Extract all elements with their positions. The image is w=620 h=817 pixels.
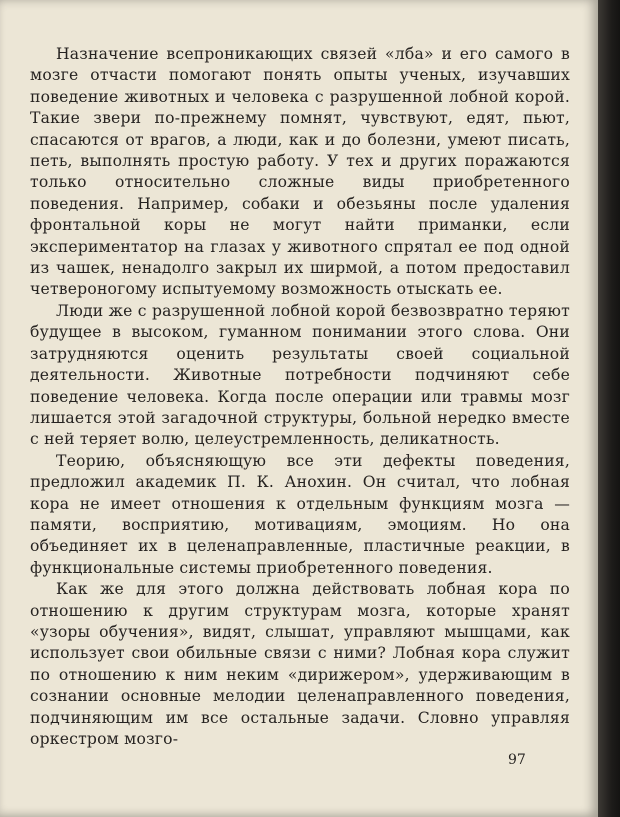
paragraph: Теорию, объясняющую все эти дефекты поведения, предложил академик П. К. Анохин. Он считал, что лобная кора не имеет отношения к отдельным функциям мозга — памяти, восприятию, мотивациям, эмоциям. Но она объединяет их в целенаправленные, пластичные реакции, в функциональные системы приобретенного поведения. [30,451,570,577]
paragraph: Как же для этого должна действовать лобная кора по отношению к другим структурам мозга, которые хранят «узоры обучения», видят, слышат, управляют мышцами, как использует свои обильные связи с ними? Лобная кора служит по отношению к ним неким «дирижером», удерживающим в сознании основные мелодии целенаправленного поведения, подчиняющим им все остальные задачи. Словно управляя оркестром мозго- [30,580,570,748]
paragraph: Люди же с разрушенной лобной корой безвозвратно теряют будущее в высоком, гуманном понимании этого слова. Они затрудняются оценить результаты своей социальной деятельности. Животные потребности подчиняют себе поведение человека. Когда после операции или травмы мозг лишается этой загадочной структуры, больной нередко вместе с ней теряет волю, целеустремленность, деликатность. [30,301,570,449]
book-spine [598,0,620,817]
paragraph: Назначение всепроникающих связей «лба» и его самого в мозге отчасти помогают понять опыты ученых, изучавших поведение животных и человека с разрушенной лобной корой. Такие звери по-прежнему помнят, чувствуют, едят, пьют, спасаются от врагов, а люди, как и до болезни, умеют писать, петь, выполнять простую работу. У тех и других поражаются только относительно сложные виды приобретенного поведения. Например, собаки и обезьяны после удаления фронтальной коры не могут найти приманки, если экспериментатор на глазах у животного спрятал ее под одной из чашек, ненадолго закрыл их ширмой, а потом предоставил четвероногому испытуемому возможность отыскать ее. [30,45,570,299]
body-text [30,44,570,750]
page-number: 97 [508,752,526,768]
